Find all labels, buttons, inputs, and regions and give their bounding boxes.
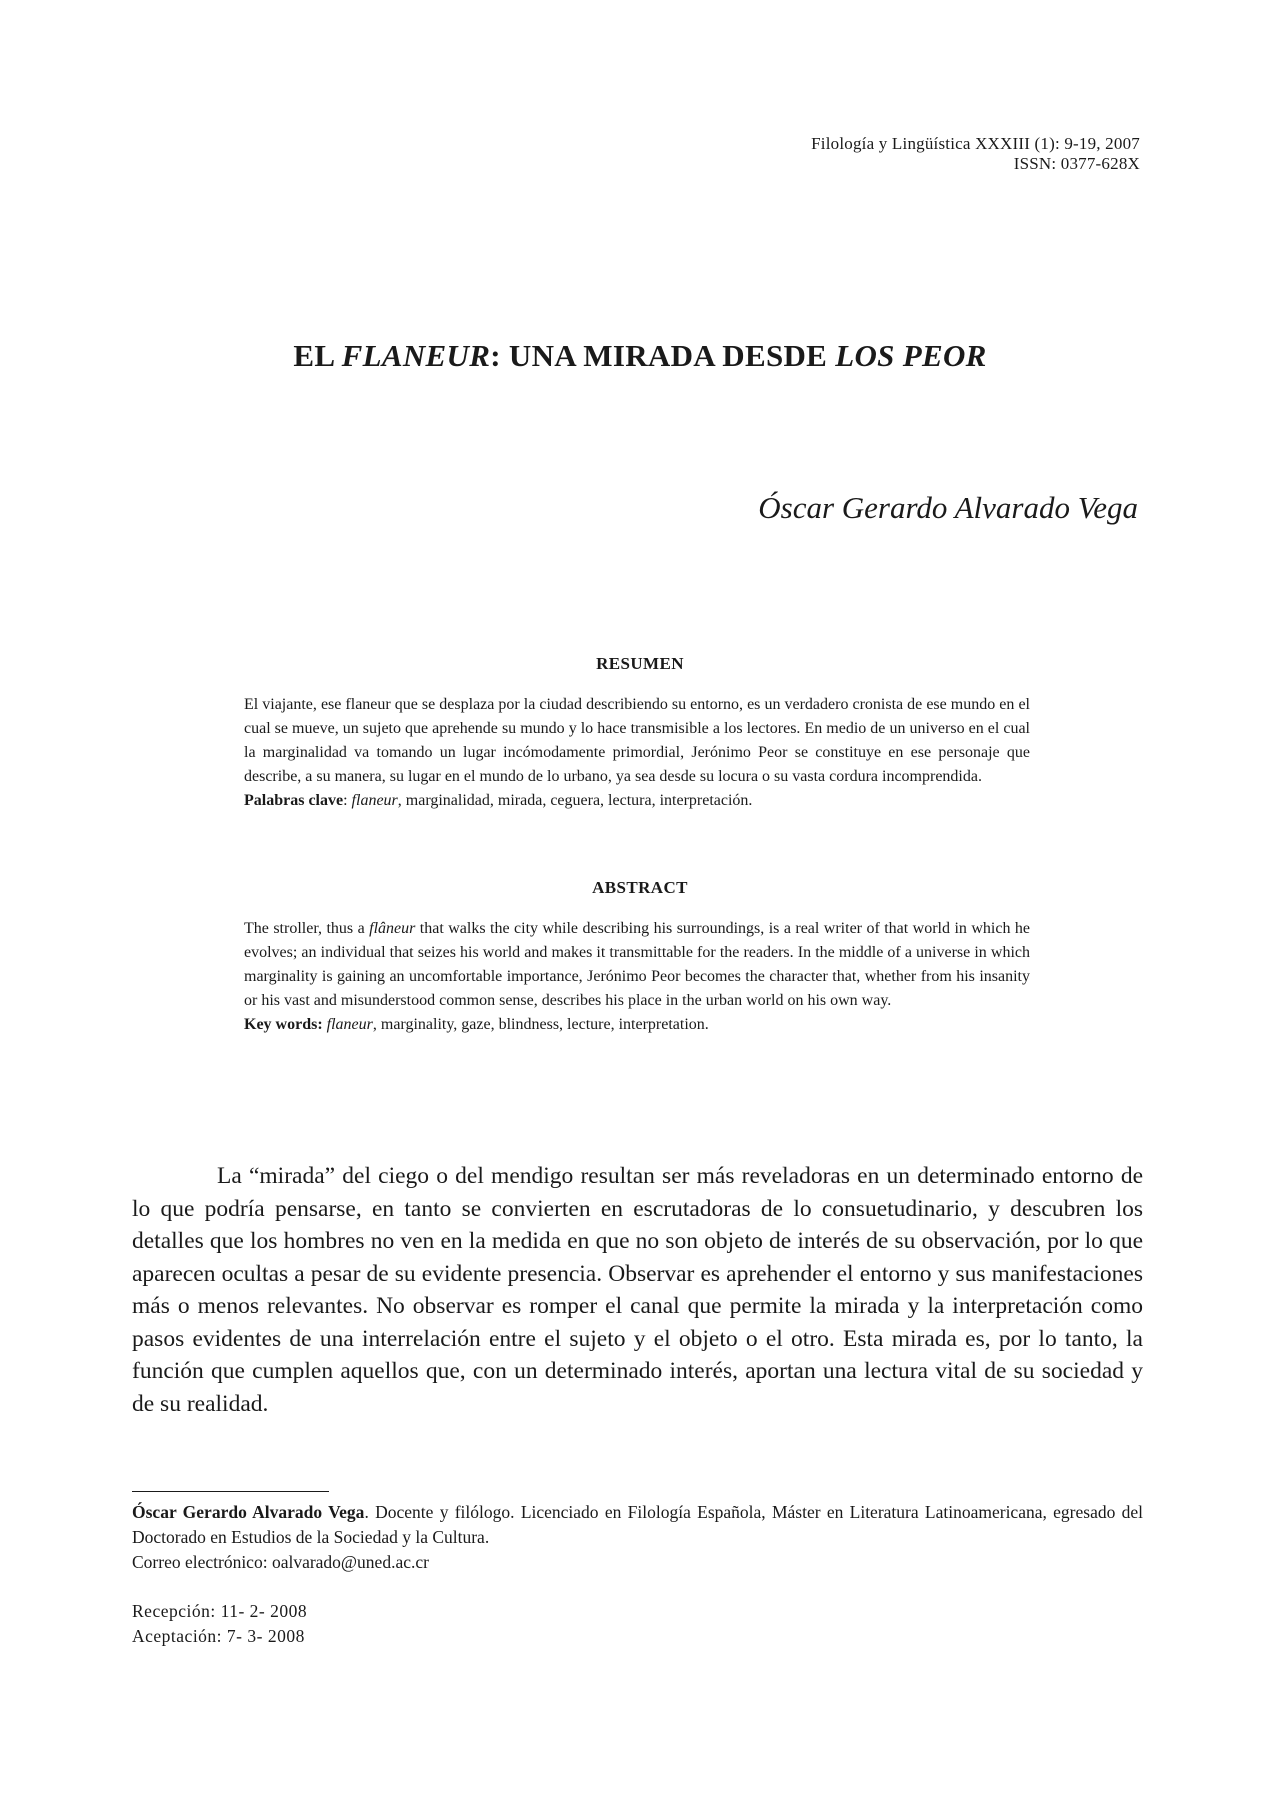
- title-italic-flaneur: FLANEUR: [341, 338, 491, 373]
- footnote-email: Correo electrónico: oalvarado@uned.ac.cr: [132, 1552, 429, 1572]
- issn: ISSN: 0377-628X: [1013, 154, 1140, 173]
- resumen-text: El viajante, ese flaneur que se desplaza por la ciudad describiendo su entorno, es un verdadero cronista de ese mundo en el cual se mueve, un sujeto que aprehende su mundo y lo hace transmisible a los lectores. En medio de un universo en el cual la marginalidad va tomando un lugar incómodamente primordial, Jerónimo Peor se constituye en ese personaje que describe, a su manera, su lugar en el mundo de lo urbano, ya sea desde su locura o su vasta cordura incomprendida.: [244, 696, 1030, 785]
- keywords-colon-es: :: [343, 792, 352, 809]
- keywords-rest-es: , marginalidad, mirada, ceguera, lectura, interpretación.: [397, 792, 753, 809]
- footnote-bio: [132, 1500, 1143, 1550]
- resumen-block: [244, 693, 1030, 813]
- reception-date: Recepción: 11- 2- 2008: [132, 1601, 308, 1621]
- title-part-1: EL: [293, 338, 342, 373]
- keywords-label-es: Palabras clave: [244, 792, 344, 809]
- author-footnote: [132, 1500, 1143, 1575]
- article-title: [0, 338, 1280, 374]
- keywords-lead-es: flaneur: [351, 792, 398, 809]
- submission-dates: [132, 1599, 307, 1649]
- journal-citation: Filología y Lingüística XXXIII (1): 9-19, 2007: [811, 134, 1140, 153]
- footnote-rule: [132, 1491, 329, 1492]
- abstract-text-before: The stroller, thus a: [244, 920, 370, 937]
- abstract-text-after: that walks the city while describing his surroundings, is a real writer of that world in which he evolves; an individual that seizes his world and makes it transmittable for the readers. In the middle of a universe in which marginality is gaining an uncomfortable importance, Jerónimo Peor becomes the character that, whether from his insanity or his vast and misunderstood common sense, describes his place in the urban world on his own way.: [244, 920, 1031, 1009]
- journal-header: [811, 134, 1140, 174]
- keywords-lead-en: flaneur: [326, 1016, 373, 1033]
- abstract-text-italic: flâneur: [369, 920, 416, 937]
- abstract-heading: ABSTRACT: [592, 878, 688, 897]
- abstract-block: [244, 917, 1030, 1037]
- abstract-keywords: [244, 1013, 1030, 1037]
- author-name: Óscar Gerardo Alvarado Vega: [758, 490, 1138, 525]
- keywords-label-en: Key words:: [244, 1016, 323, 1033]
- footnote-author-name: Óscar Gerardo Alvarado Vega: [132, 1502, 365, 1522]
- footnote-bio-text: . Docente y filólogo. Licenciado en Filología Española, Máster en Literatura Latinoamericana, egresado del Doctorado en Estudios de la Sociedad y la Cultura.: [132, 1502, 1144, 1547]
- title-part-2: : UNA MIRADA DESDE: [490, 338, 836, 373]
- resumen-heading: RESUMEN: [596, 654, 684, 673]
- acceptance-date: Aceptación: 7- 3- 2008: [132, 1626, 305, 1646]
- body-paragraph: La “mirada” del ciego o del mendigo resultan ser más reveladoras en un determinado entorno de lo que podría pensarse, en tanto se convierten en escrutadoras de lo consuetudinario, y descubren los detalles que los hombres no ven en la medida en que no son objeto de interés de su observación, por lo que aparecen ocultas a pesar de su evidente presencia. Observar es aprehender el entorno y sus manifestaciones más o menos relevantes. No observar es romper el canal que permite la mirada y la interpretación como pasos evidentes de una interrelación entre el sujeto y el objeto o el otro. Esta mirada es, por lo tanto, la función que cumplen aquellos que, con un determinado interés, aportan una lectura vital de su sociedad y de su realidad.: [132, 1163, 1143, 1417]
- title-italic-los-peor: LOS PEOR: [835, 338, 987, 373]
- resumen-keywords: [244, 789, 1030, 813]
- abstract-text: [244, 917, 1030, 1013]
- keywords-rest-en: , marginality, gaze, blindness, lecture, interpretation.: [372, 1016, 709, 1033]
